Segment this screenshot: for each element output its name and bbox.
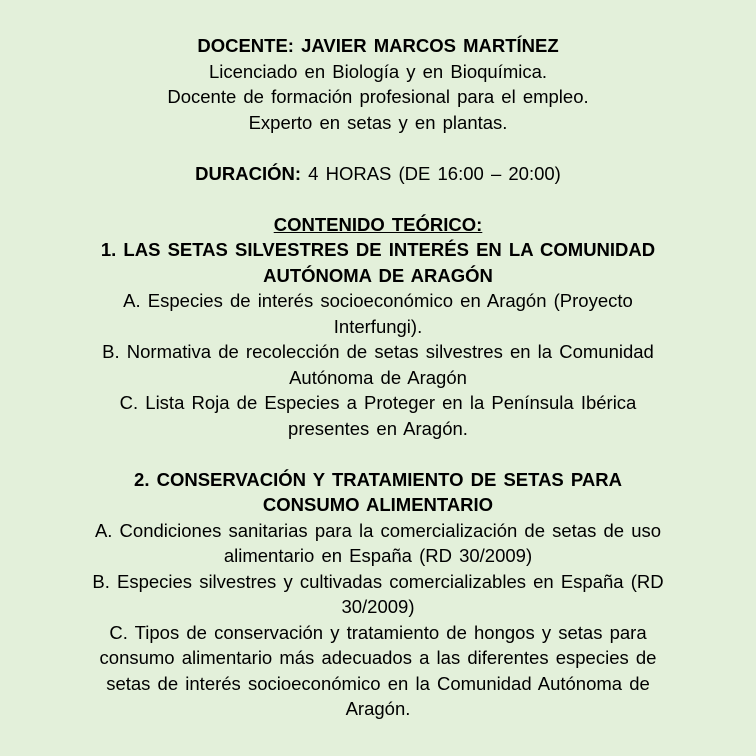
section-2-title: CONSUMO ALIMENTARIO <box>262 494 494 515</box>
duration-line <box>0 161 756 187</box>
section-1-item-c: C. Lista Roja de Especies a Proteger en la Península Ibérica <box>119 392 637 413</box>
section-1-item-b: Autónoma de Aragón <box>289 366 467 388</box>
teacher-name: JAVIER MARCOS MARTÍNEZ <box>301 35 559 56</box>
section-1-item-b: B. Normativa de recolección de setas silvestres en la Comunidad <box>102 341 654 362</box>
duration-value: 4 HORAS (DE 16:00 – 20:00) <box>308 162 561 184</box>
section-2-item-c: Aragón. <box>345 698 411 719</box>
teacher-label: DOCENTE: <box>197 35 294 56</box>
section-2-item-a: A. Condiciones sanitarias para la comercialización de setas de uso <box>94 519 662 541</box>
section-1-item-a: A. Especies de interés socioeconómico en Aragón (Proyecto <box>123 290 633 311</box>
section-1-item-c: presentes en Aragón. <box>288 417 468 439</box>
section-2-item-c: consumo alimentario más adecuados a las diferentes especies de <box>99 647 657 668</box>
section-2-item-c: C. Tipos de conservación y tratamiento de hongos y setas para <box>109 621 647 643</box>
section-2-item-b: B. Especies silvestres y cultivadas comercializables en España (RD <box>92 570 664 592</box>
duration-label: DURACIÓN: <box>195 162 302 184</box>
section-1-item-a: Interfungi). <box>333 315 423 337</box>
section-2-item-c: setas de interés socioeconómico en la Comunidad Autónoma de <box>106 672 650 694</box>
section-2-title: 2. CONSERVACIÓN Y TRATAMIENTO DE SETAS PARA <box>134 468 622 490</box>
section-1-title: 1. LAS SETAS SILVESTRES DE INTERÉS EN LA COMUNIDAD <box>100 239 656 260</box>
teacher-credential: Licenciado en Biología y en Bioquímica. <box>208 60 548 82</box>
teacher-line <box>0 33 756 59</box>
teacher-credential: Experto en setas y en plantas. <box>248 111 508 133</box>
section-1-title: AUTÓNOMA DE ARAGÓN <box>263 264 493 286</box>
section-2-item-b: 30/2009) <box>341 596 415 617</box>
section-2-item-a: alimentario en España (RD 30/2009) <box>223 545 533 566</box>
content-heading: CONTENIDO TEÓRICO: <box>273 213 483 235</box>
teacher-credential: Docente de formación profesional para el empleo. <box>167 86 589 107</box>
